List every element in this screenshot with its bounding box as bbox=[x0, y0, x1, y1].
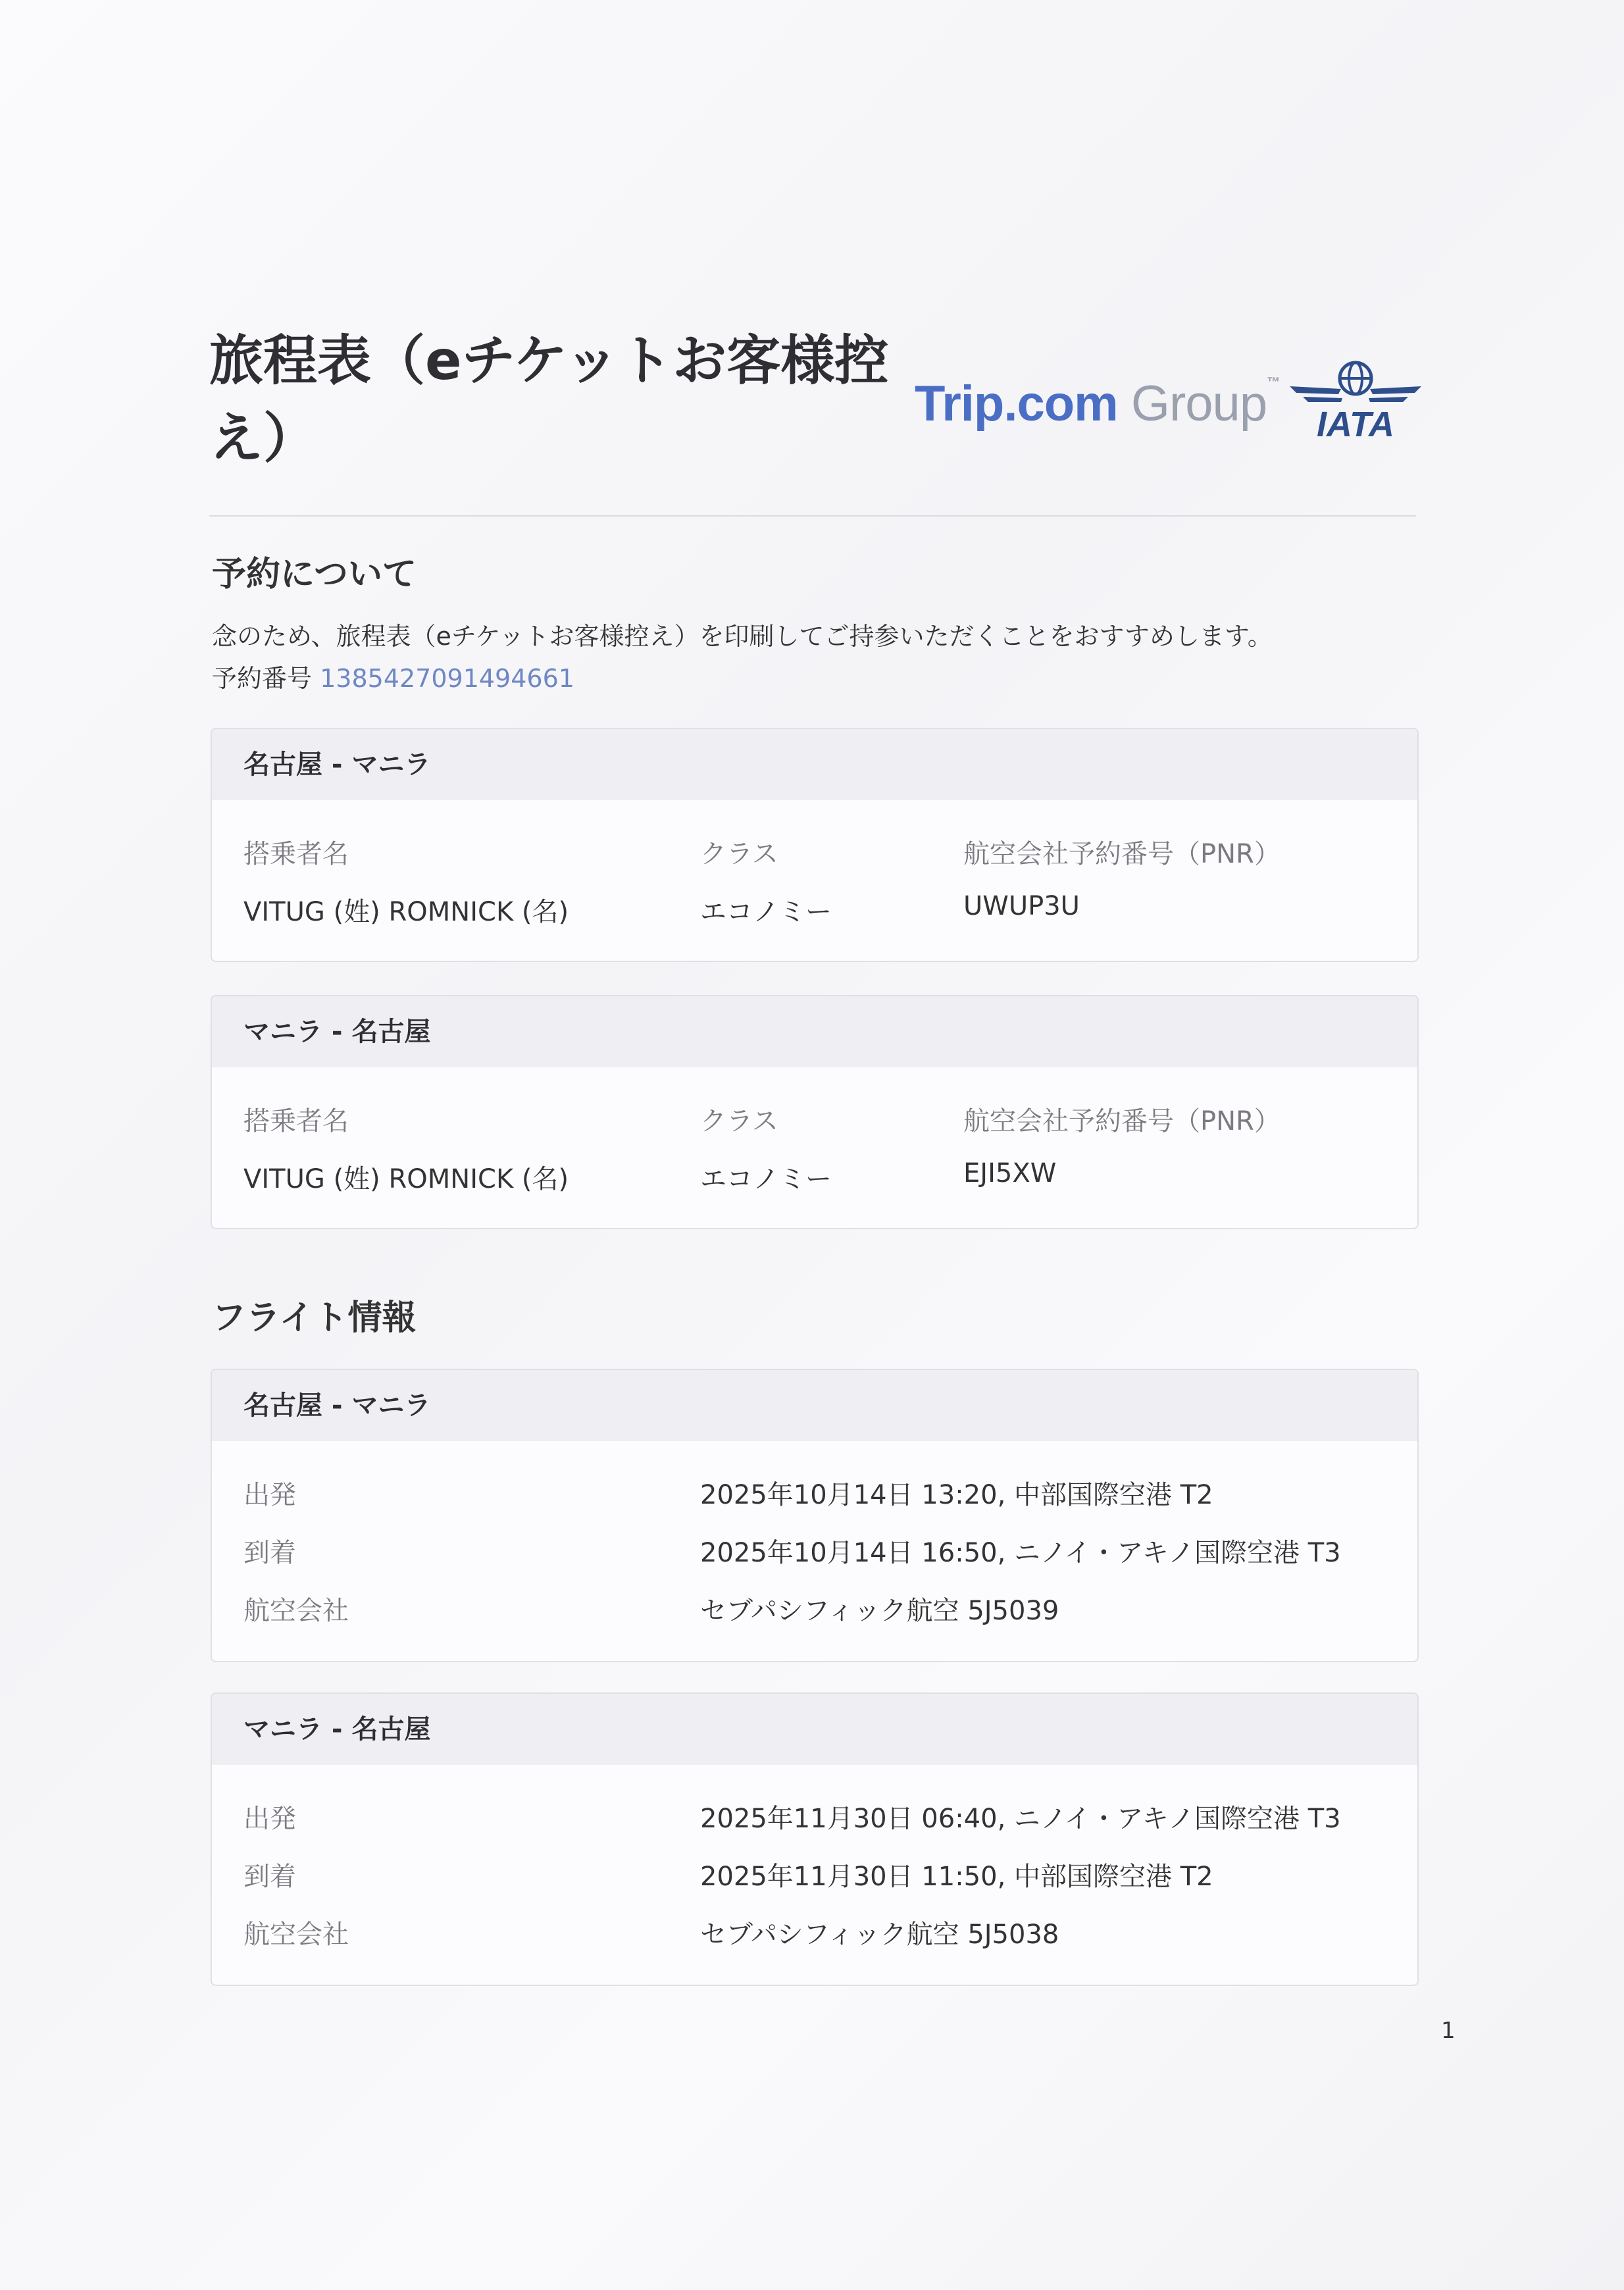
card-route: マニラ - 名古屋 bbox=[212, 996, 1417, 1067]
iata-logo bbox=[1290, 359, 1421, 444]
page-title: 旅程表（eチケットお客様控え） bbox=[209, 330, 889, 470]
departure-value: 2025年11月30日 06:40, ニノイ・アキノ国際空港 T3 bbox=[700, 1804, 1341, 1834]
logo-group-text: Group bbox=[1130, 376, 1267, 432]
arrival-value: 2025年11月30日 11:50, 中部国際空港 T2 bbox=[700, 1862, 1213, 1892]
page-number: 1 bbox=[1441, 2018, 1456, 2044]
passenger-name: VITUG (姓) ROMNICK (名) bbox=[243, 1164, 569, 1194]
passenger-label: 搭乗者名 bbox=[243, 839, 349, 869]
flight-card bbox=[211, 1692, 1419, 1986]
arrival-label: 到着 bbox=[243, 1862, 296, 1892]
travel-class: エコノミー bbox=[700, 897, 832, 927]
booking-heading: 予約について bbox=[212, 555, 417, 594]
travel-class: エコノミー bbox=[700, 1164, 832, 1194]
booking-number-value: 1385427091494661 bbox=[320, 664, 574, 693]
booking-number-row bbox=[212, 658, 574, 694]
passenger-name: VITUG (姓) ROMNICK (名) bbox=[243, 897, 569, 927]
card-route: 名古屋 - マニラ bbox=[212, 1370, 1417, 1441]
pnr-label: 航空会社予約番号（PNR） bbox=[963, 1106, 1281, 1136]
pnr-value: EJI5XW bbox=[963, 1158, 1057, 1188]
pnr-value: UWUP3U bbox=[963, 891, 1080, 921]
card-route: マニラ - 名古屋 bbox=[212, 1694, 1417, 1765]
airline-label: 航空会社 bbox=[243, 1596, 349, 1626]
passenger-label: 搭乗者名 bbox=[243, 1106, 349, 1136]
departure-label: 出発 bbox=[243, 1480, 296, 1510]
airline-label: 航空会社 bbox=[243, 1920, 349, 1950]
pnr-label: 航空会社予約番号（PNR） bbox=[963, 839, 1281, 869]
booking-number-label: 予約番号 bbox=[212, 664, 313, 693]
passenger-card bbox=[211, 995, 1419, 1229]
card-route: 名古屋 - マニラ bbox=[212, 729, 1417, 800]
logo-trip-text: Trip.com bbox=[915, 376, 1118, 432]
airline-value: セブパシフィック航空 5J5038 bbox=[700, 1920, 1059, 1950]
class-label: クラス bbox=[700, 839, 778, 869]
booking-note: 念のため、旅程表（eチケットお客様控え）を印刷してご持参いただくことをおすすめします。 bbox=[212, 622, 1273, 651]
flight-info-heading: フライト情報 bbox=[212, 1298, 417, 1338]
airline-value: セブパシフィック航空 5J5039 bbox=[700, 1596, 1059, 1626]
flight-card bbox=[211, 1369, 1419, 1662]
trip-com-group-logo: Trip.com Group™ bbox=[915, 375, 1280, 432]
iata-logo-text: IATA bbox=[1317, 405, 1394, 444]
passenger-card bbox=[211, 728, 1419, 962]
class-label: クラス bbox=[700, 1106, 778, 1136]
departure-label: 出発 bbox=[243, 1804, 296, 1834]
header-divider bbox=[209, 515, 1416, 517]
arrival-value: 2025年10月14日 16:50, ニノイ・アキノ国際空港 T3 bbox=[700, 1538, 1341, 1568]
departure-value: 2025年10月14日 13:20, 中部国際空港 T2 bbox=[700, 1480, 1213, 1510]
arrival-label: 到着 bbox=[243, 1538, 296, 1568]
